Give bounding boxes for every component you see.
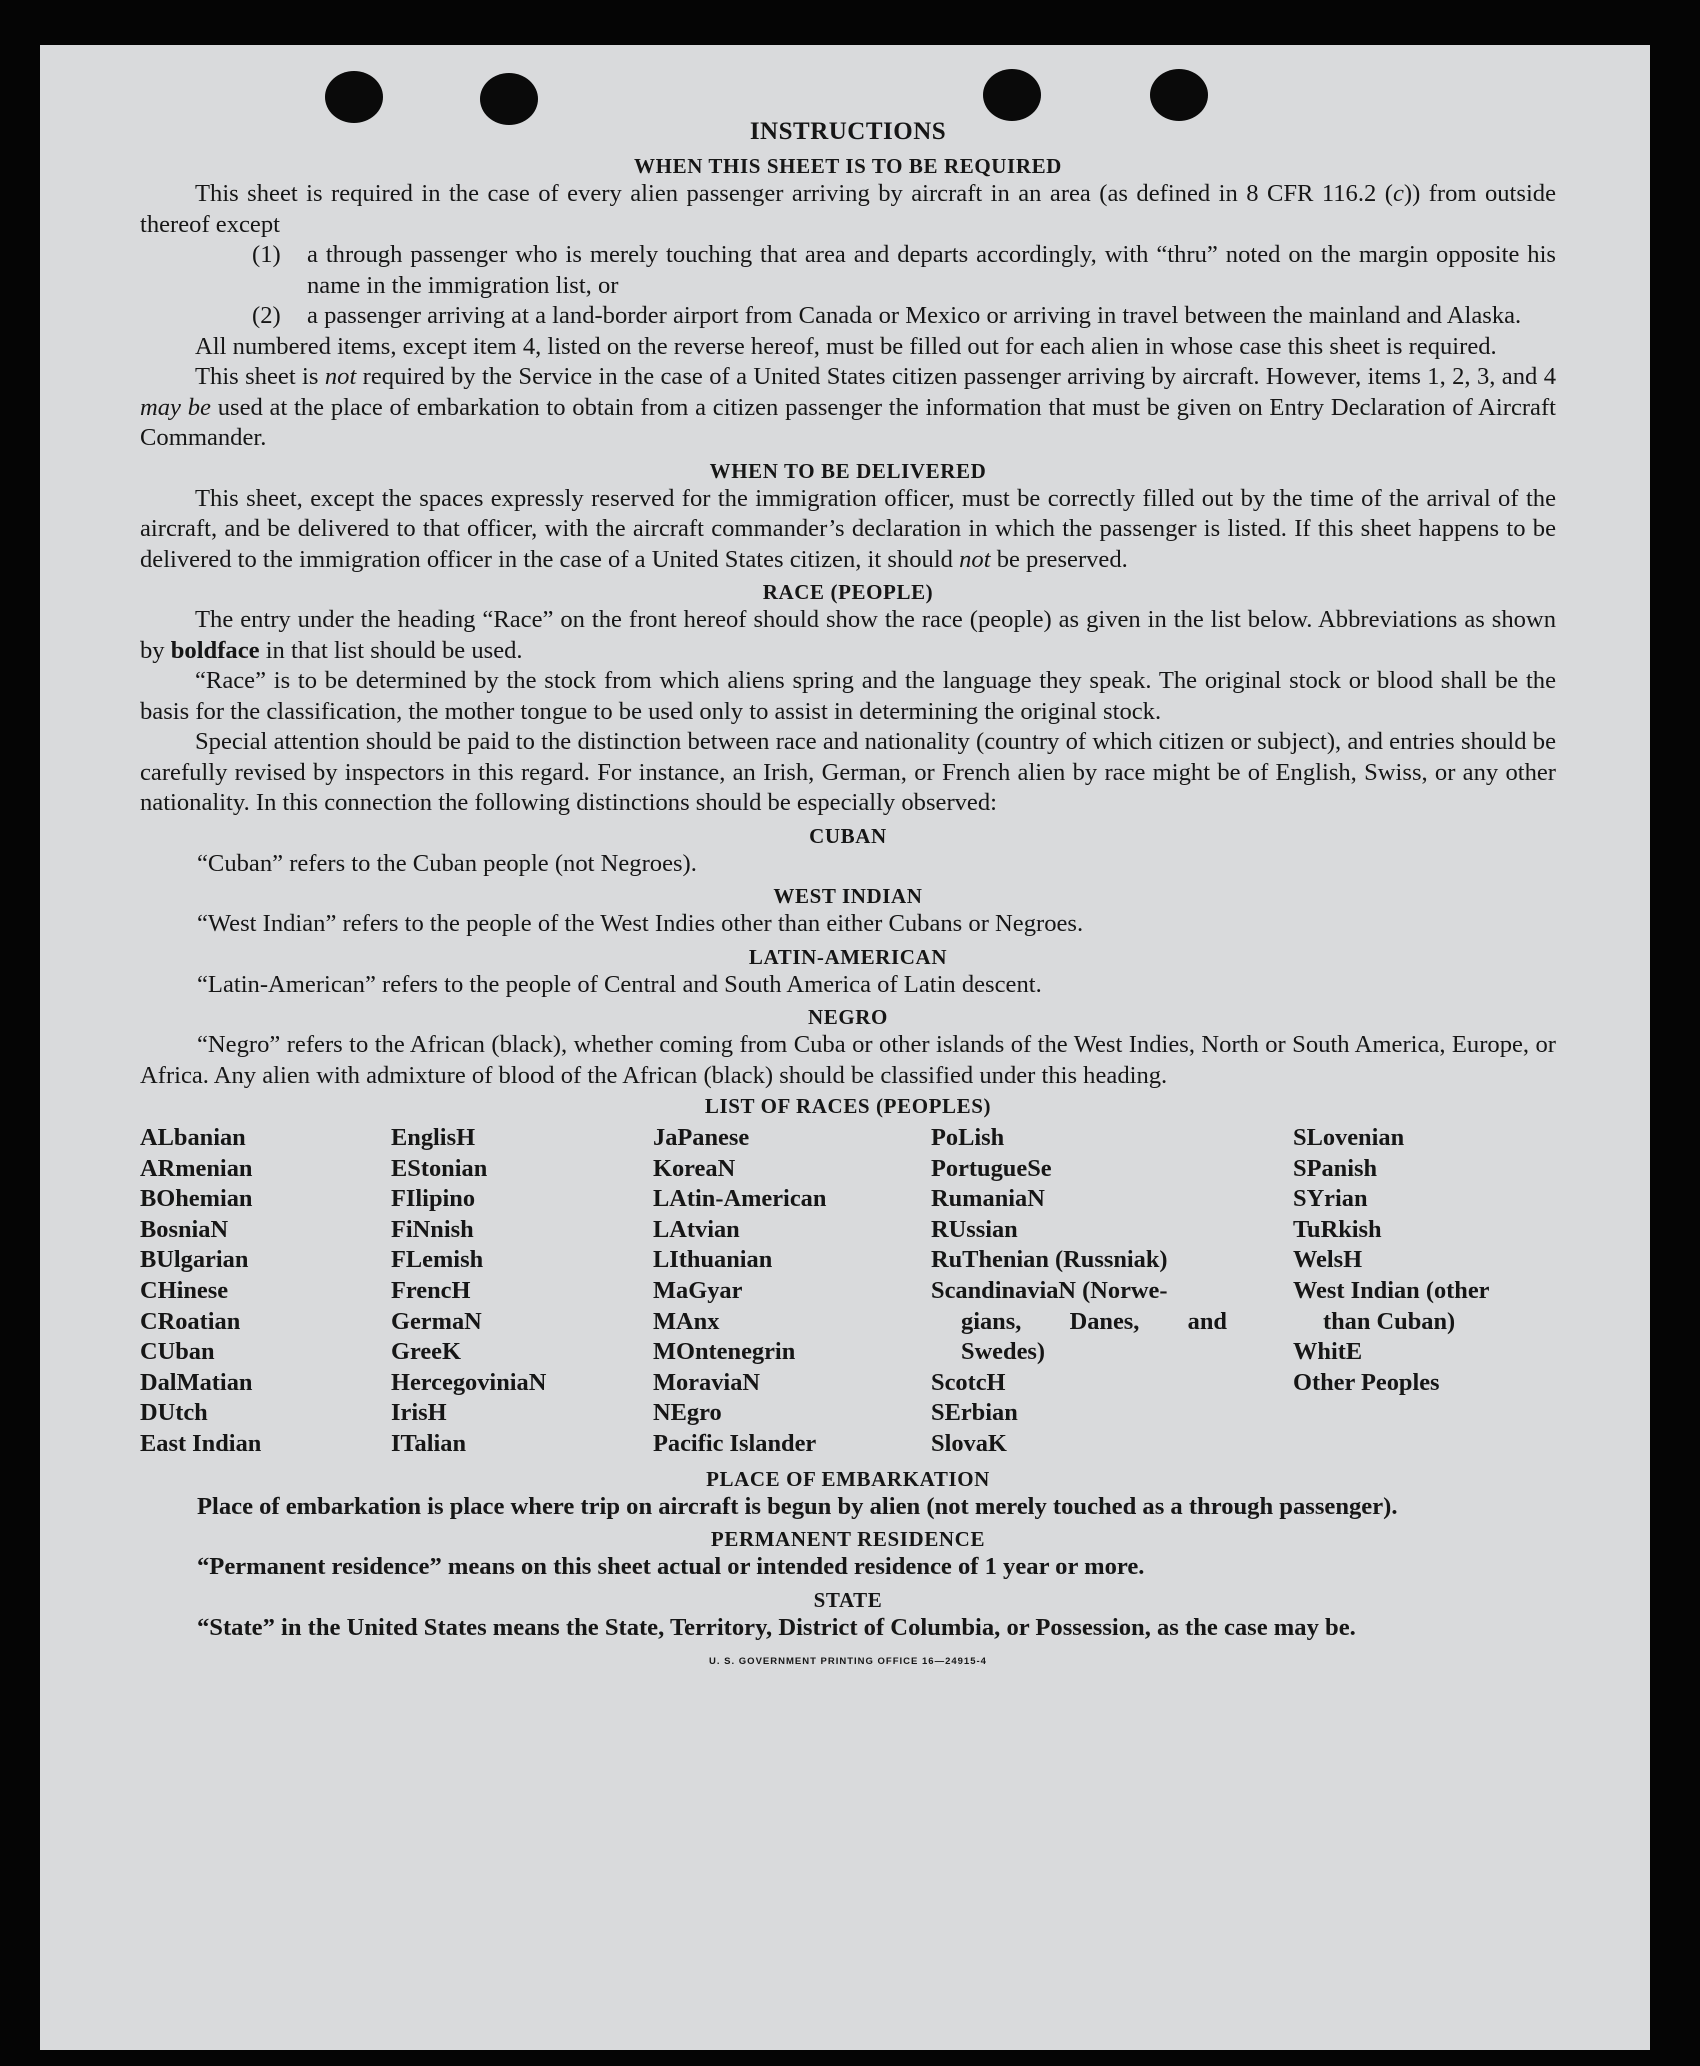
item-number: (2) <box>252 302 281 329</box>
heading-race: RACE (PEOPLE) <box>762 580 934 604</box>
punch-hole <box>983 69 1041 121</box>
race-entry: LAtin-American <box>653 1185 827 1213</box>
heading-latin-american: LATIN-AMERICAN <box>748 944 948 969</box>
heading-list-of-races: LIST OF RACES (PEOPLES) <box>704 1094 992 1118</box>
item-text: a through passenger who is merely touching that area and departs accordingly, with “thru” noted on the margin opposite his name in the immigration list, or <box>307 241 1556 299</box>
printer-imprint: U. S. GOVERNMENT PRINTING OFFICE 16—24915-4 <box>709 1656 987 1668</box>
race-entry: SYrian <box>1293 1185 1368 1213</box>
heading-west-indian: WEST INDIAN <box>773 884 923 908</box>
race-entry-scandinavian: ScandinaviaN (Norwe- <box>931 1276 1168 1304</box>
race-entry: TuRkish <box>1293 1215 1382 1243</box>
definition-negro: “Negro” refers to the African (black), whether coming from Cuba or other islands of the West Indies, North or South America, Europe, or Africa. Any alien with admixture of blood of the African (black) should be classified under this heading. <box>140 1031 1556 1089</box>
race-entry: IrisH <box>391 1399 447 1427</box>
races-column-3 <box>653 1123 931 1460</box>
heading-when-delivered: WHEN TO BE DELIVERED <box>709 458 987 483</box>
heading-negro: NEGRO <box>807 1005 888 1029</box>
race-entry: DalMatian <box>140 1368 253 1396</box>
races-list <box>140 1123 1556 1460</box>
paragraph-race-stock: “Race” is to be determined by the stock from which aliens spring and the language they speak. The original stock or blood shall be the basis for the classification, the mother tongue to be used only to assist in determining the original stock. <box>140 667 1556 725</box>
race-entry: FrencH <box>391 1276 471 1304</box>
race-entry: ALbanian <box>140 1124 246 1151</box>
race-entry: ARmenian <box>140 1154 253 1182</box>
race-entry: LAtvian <box>653 1215 740 1243</box>
race-entry: RumaniaN <box>931 1185 1045 1213</box>
race-entry: WhitE <box>1293 1338 1363 1366</box>
heading-when-required: WHEN THIS SHEET IS TO BE REQUIRED <box>634 154 1062 178</box>
race-entry: MAnx <box>653 1307 720 1335</box>
race-entry: NEgro <box>653 1399 722 1427</box>
paragraph-numbered-items: All numbered items, except item 4, listed on the reverse hereof, must be filled out for each alien in whose case this sheet is required. <box>195 332 1497 360</box>
race-entry: SLovenian <box>1293 1124 1405 1151</box>
race-entry: FIlipino <box>391 1185 476 1213</box>
race-entry: CRoatian <box>140 1307 241 1335</box>
page-title: INSTRUCTIONS <box>749 118 947 145</box>
race-entry: SErbian <box>931 1399 1018 1427</box>
race-entry: HercegoviniaN <box>391 1368 547 1396</box>
race-entry: East Indian <box>140 1429 262 1457</box>
race-entry: MOntenegrin <box>653 1338 796 1366</box>
race-entry-scandinavian-cont: Swedes) <box>961 1338 1046 1366</box>
paragraph-race-entry: The entry under the heading “Race” on the front hereof should show the race (people) as given in the list below. Abbreviations as shown by boldface in that list should be used. <box>140 606 1556 664</box>
race-entry: PoLish <box>931 1124 1005 1151</box>
race-entry: EnglisH <box>391 1124 476 1151</box>
instructions-content <box>140 115 1556 1669</box>
race-entry: ITalian <box>391 1429 467 1457</box>
race-entry: ScotcH <box>931 1368 1006 1396</box>
race-entry: SPanish <box>1293 1154 1378 1182</box>
heading-cuban: CUBAN <box>809 823 887 848</box>
races-column-4 <box>931 1123 1293 1460</box>
definition-embarkation: Place of embarkation is place where trip on aircraft is begun by alien (not merely touched as a through passenger). <box>197 1492 1398 1520</box>
definition-residence: “Permanent residence” means on this sheet actual or intended residence of 1 year or more. <box>197 1553 1145 1581</box>
race-entry: Pacific Islander <box>653 1429 817 1457</box>
race-entry: MoraviaN <box>653 1368 761 1396</box>
race-entry: WelsH <box>1293 1246 1363 1274</box>
race-entry: BosniaN <box>140 1215 229 1243</box>
race-entry: KoreaN <box>653 1154 736 1182</box>
race-entry: EStonian <box>391 1154 488 1182</box>
definition-state: “State” in the United States means the State, Territory, District of Columbia, or Possession, as the case may be. <box>197 1613 1356 1641</box>
race-entry: DUtch <box>140 1399 208 1427</box>
races-column-5 <box>1293 1123 1556 1460</box>
bold-section <box>140 1466 1556 1644</box>
race-entry: BOhemian <box>140 1185 253 1213</box>
race-entry: JaPanese <box>653 1124 750 1151</box>
heading-state: STATE <box>813 1587 883 1612</box>
item-text: a passenger arriving at a land-border airport from Canada or Mexico or arriving in travel between the mainland and Alaska. <box>307 302 1522 329</box>
paragraph-race-nationality: Special attention should be paid to the distinction between race and nationality (country of which citizen or subject), and entries should be carefully revised by inspectors in this regard. For instance, an Irish, German, or French alien by race might be of English, Swiss, or any other nationality. In this connection the following distinctions should be especially observed: <box>140 728 1556 816</box>
race-entry: SlovaK <box>931 1429 1007 1457</box>
race-entry: RUssian <box>931 1215 1018 1243</box>
race-entry-west-indian: West Indian (other <box>1293 1276 1490 1304</box>
paragraph-delivered: This sheet, except the spaces expressly reserved for the immigration officer, must be correctly filled out by the time of the arrival of the aircraft, and be delivered to that officer, with the aircraft commander’s declaration in which the passenger is listed. If this sheet happens to be delivered to the immigration officer in the case of a United States citizen, it should not be preserved. <box>140 484 1556 573</box>
item-number: (1) <box>252 241 281 268</box>
race-entry: FLemish <box>391 1246 484 1274</box>
race-entry: GermaN <box>391 1307 482 1335</box>
heading-place-of-embarkation: PLACE OF EMBARKATION <box>706 1466 990 1491</box>
race-entry: BUlgarian <box>140 1246 249 1274</box>
races-column-2 <box>391 1123 653 1460</box>
race-entry: LIthuanian <box>653 1246 773 1274</box>
race-entry: RuThenian (Russniak) <box>931 1246 1168 1274</box>
race-entry: CHinese <box>140 1276 229 1304</box>
exception-item-1 <box>252 240 1556 301</box>
race-entry-west-indian-cont: than Cuban) <box>1323 1307 1456 1335</box>
race-entry: FiNnish <box>391 1215 474 1243</box>
definition-west-indian: “West Indian” refers to the people of the West Indies other than either Cubans or Negroes. <box>197 910 1084 937</box>
definition-cuban: “Cuban” refers to the Cuban people (not Negroes). <box>197 849 697 877</box>
heading-permanent-residence: PERMANENT RESIDENCE <box>710 1527 986 1552</box>
paragraph-required-intro: This sheet is required in the case of every alien passenger arriving by aircraft in an area (as defined in 8 CFR 116.2 (c)) from outside thereof except <box>140 180 1557 238</box>
paragraph-citizen: This sheet is not required by the Service in the case of a United States citizen passenger arriving by aircraft. However, items 1, 2, 3, and 4 may be used at the place of embarkation to obtain from a citizen passenger the information that must be given on Entry Declaration of Aircraft Commander. <box>140 363 1556 451</box>
race-entry: Other Peoples <box>1293 1368 1440 1396</box>
exception-item-2 <box>252 301 1556 332</box>
race-entry-scandinavian-cont: gians, Danes, and <box>961 1307 1227 1335</box>
punch-hole <box>1150 69 1208 121</box>
definition-latin-american: “Latin-American” refers to the people of Central and South America of Latin descent. <box>197 970 1042 998</box>
document-page <box>40 45 1650 2050</box>
race-entry: GreeK <box>391 1338 461 1366</box>
race-entry: MaGyar <box>653 1276 743 1304</box>
races-column-1 <box>140 1123 391 1460</box>
race-entry: CUban <box>140 1338 215 1366</box>
race-entry: PortugueSe <box>931 1154 1052 1182</box>
